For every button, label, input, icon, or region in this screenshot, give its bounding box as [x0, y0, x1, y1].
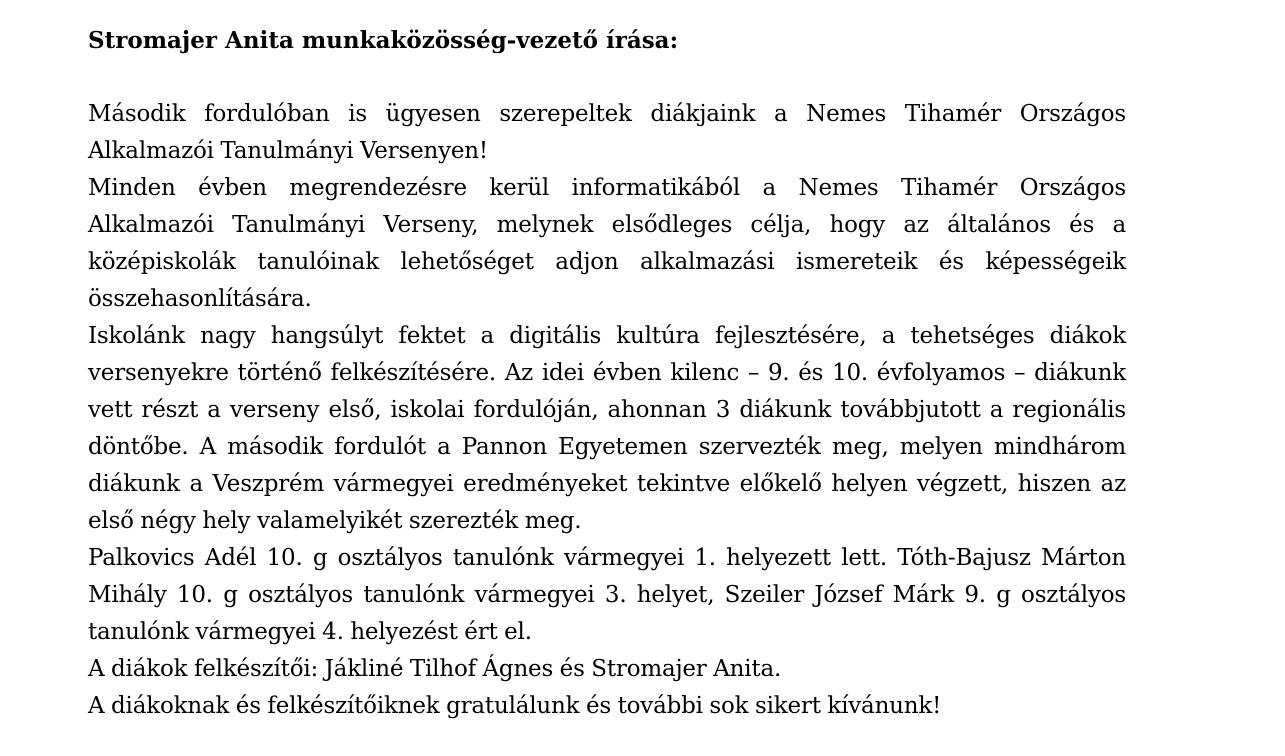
title-spacer	[88, 58, 1126, 96]
paragraph-congratulations: A diákoknak és felkészítőiknek gratulálunk és további sok sikert kívánunk!	[88, 693, 942, 719]
document-title: Stromajer Anita munkaközösség-vezető írása:	[88, 27, 679, 54]
paragraph-announcement: Második fordulóban is ügyesen szerepeltek diákjaink a Nemes Tihamér Országos Alkalmazói Tanulmányi Versenyen!	[88, 101, 1126, 164]
paragraph-results: Palkovics Adél 10. g osztályos tanulónk vármegyei 1. helyezett lett. Tóth-Bajusz Márton Mihály 10. g osztályos tanulónk vármegyei 3. helyet, Szeiler József Márk 9. g osztályos tanulónk vármegyei 4. helyezést ért el.	[88, 545, 1126, 645]
document-page	[88, 24, 1126, 725]
paragraph-teachers: A diákok felkészítői: Jákliné Tilhof Ágnes és Stromajer Anita.	[88, 656, 782, 682]
paragraph-competition-description: Minden évben megrendezésre kerül informatikából a Nemes Tihamér Országos Alkalmazói Tanulmányi Verseny, melynek elsődleges célja, hogy az általános és a középiskolák tanulóinak lehetőséget adjon alkalmazási ismereteik és képességeik összehasonlítására.	[88, 175, 1126, 312]
paragraph-school-participation: Iskolánk nagy hangsúlyt fektet a digitális kultúra fejlesztésére, a tehetséges diákok versenyekre történő felkészítésére. Az idei évben kilenc – 9. és 10. évfolyamos – diákunk vett részt a verseny első, iskolai fordulóján, ahonnan 3 diákunk továbbjutott a regionális döntőbe. A második fordulót a Pannon Egyetemen szervezték meg, melyen mindhárom diákunk a Veszprém vármegyei eredményeket tekintve előkelő helyen végzett, hiszen az első négy hely valamelyikét szerezték meg.	[88, 323, 1126, 534]
